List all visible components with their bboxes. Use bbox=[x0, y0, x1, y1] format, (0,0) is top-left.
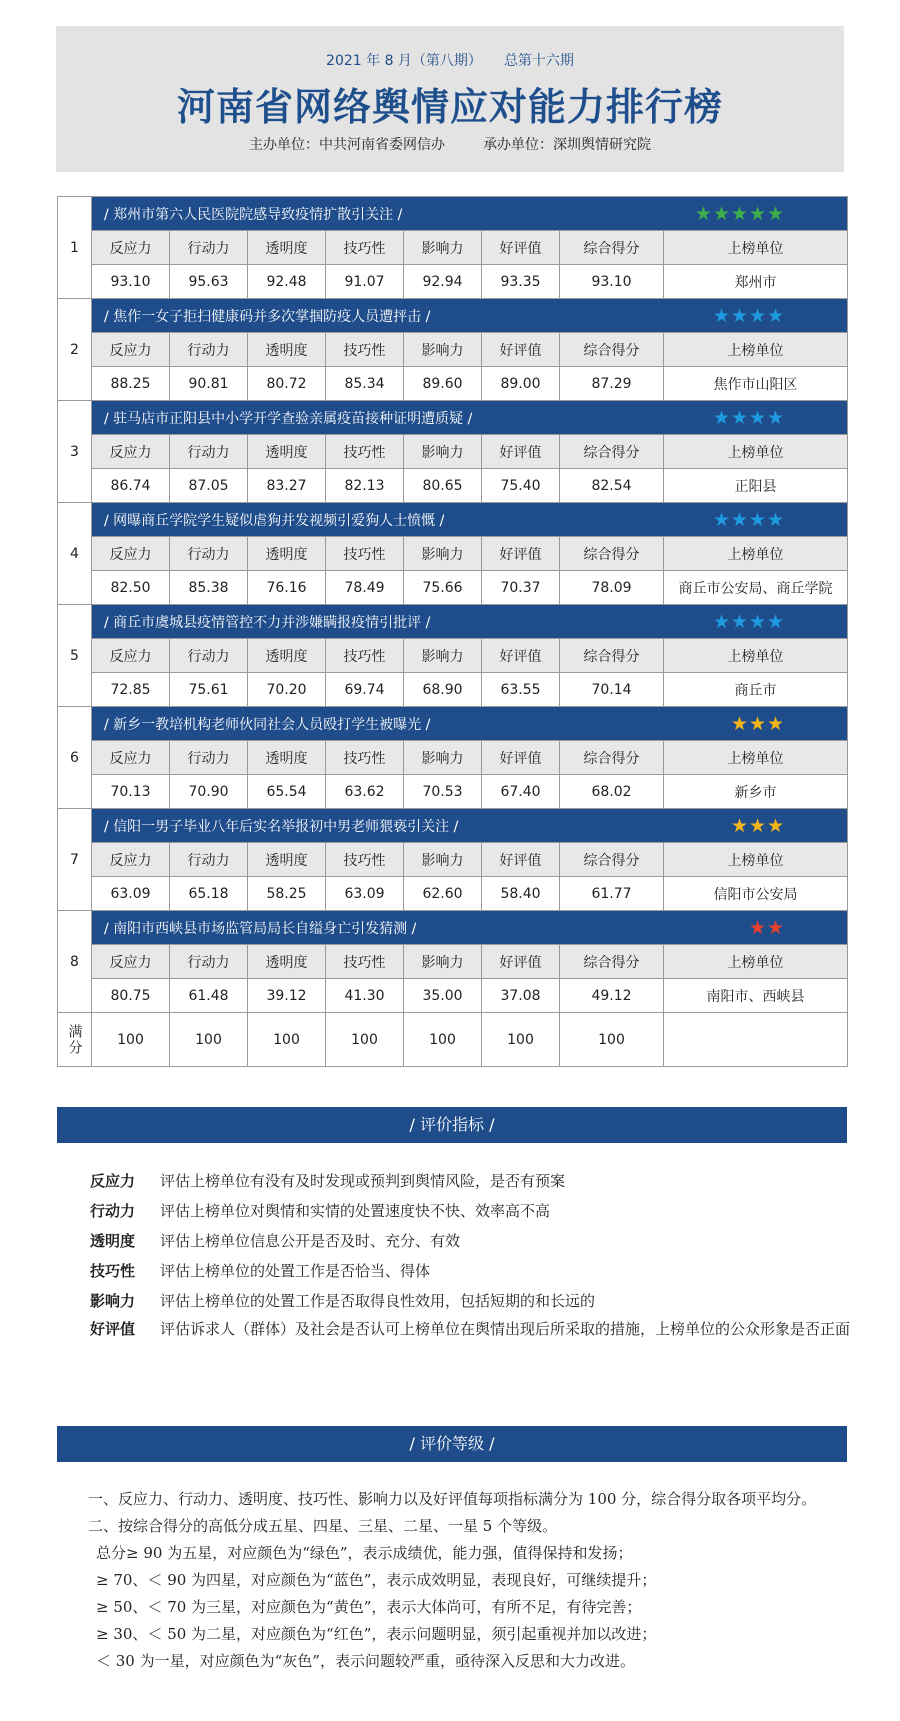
unit-cell: 商丘市公安局、商丘学院 bbox=[664, 571, 848, 605]
ranking-table bbox=[57, 196, 848, 1067]
score-cell: 63.09 bbox=[326, 877, 404, 911]
column-header: 行动力 bbox=[170, 231, 248, 265]
indicator-term: 行动力 bbox=[90, 1202, 136, 1220]
score-cell: 93.35 bbox=[482, 265, 560, 299]
unit-cell: 南阳市、西峡县 bbox=[664, 979, 848, 1013]
full-score-cell: 100 bbox=[248, 1013, 326, 1067]
indicator-term: 技巧性 bbox=[90, 1262, 136, 1280]
column-header: 技巧性 bbox=[326, 843, 404, 877]
grade-rules bbox=[90, 1540, 850, 1675]
rank-number: 7 bbox=[58, 809, 92, 911]
column-header: 上榜单位 bbox=[664, 639, 848, 673]
score-cell: 91.07 bbox=[326, 265, 404, 299]
star-rating-icon: ★★★★★ bbox=[694, 203, 786, 225]
column-header-row bbox=[58, 741, 848, 775]
full-score-cell: 100 bbox=[560, 1013, 664, 1067]
grade-rule: ≥ 50、＜ 70 为三星，对应颜色为“黄色”，表示大体尚可，有所不足，有待完善； bbox=[96, 1598, 642, 1616]
score-row bbox=[58, 469, 848, 503]
column-header: 技巧性 bbox=[326, 945, 404, 979]
score-cell: 63.09 bbox=[92, 877, 170, 911]
star-rating-icon: ★★★★ bbox=[712, 305, 786, 327]
entry-title-cell bbox=[92, 809, 848, 843]
column-header: 行动力 bbox=[170, 537, 248, 571]
column-header: 好评值 bbox=[482, 639, 560, 673]
score-cell: 76.16 bbox=[248, 571, 326, 605]
indicator-desc: 评估上榜单位信息公开是否及时、充分、有效 bbox=[160, 1232, 461, 1250]
indicator-desc: 评估上榜单位的处置工作是否恰当、得体 bbox=[160, 1262, 431, 1280]
unit-cell: 焦作市山阳区 bbox=[664, 367, 848, 401]
score-cell: 70.14 bbox=[560, 673, 664, 707]
unit-cell: 郑州市 bbox=[664, 265, 848, 299]
indicators-section-header: / 评价指标 / bbox=[57, 1107, 847, 1143]
score-cell: 37.08 bbox=[482, 979, 560, 1013]
column-header: 上榜单位 bbox=[664, 537, 848, 571]
column-header: 透明度 bbox=[248, 741, 326, 775]
score-cell: 95.63 bbox=[170, 265, 248, 299]
star-rating-icon: ★★★ bbox=[730, 815, 786, 837]
entry-title-cell bbox=[92, 911, 848, 945]
star-rating-icon: ★★★★ bbox=[712, 509, 786, 531]
column-header: 上榜单位 bbox=[664, 843, 848, 877]
entry-title-row bbox=[58, 605, 848, 639]
full-score-row bbox=[58, 1013, 848, 1067]
empty-cell bbox=[664, 1013, 848, 1067]
entry-title-cell bbox=[92, 707, 848, 741]
score-cell: 70.37 bbox=[482, 571, 560, 605]
score-cell: 61.48 bbox=[170, 979, 248, 1013]
full-score-cell: 100 bbox=[482, 1013, 560, 1067]
score-cell: 80.72 bbox=[248, 367, 326, 401]
score-cell: 63.62 bbox=[326, 775, 404, 809]
column-header: 行动力 bbox=[170, 435, 248, 469]
score-cell: 78.09 bbox=[560, 571, 664, 605]
entry-title: / 南阳市西峡县市场监管局局长自缢身亡引发猜测 / bbox=[104, 920, 417, 937]
score-cell: 86.74 bbox=[92, 469, 170, 503]
column-header-row bbox=[58, 333, 848, 367]
column-header: 透明度 bbox=[248, 231, 326, 265]
score-cell: 67.40 bbox=[482, 775, 560, 809]
column-header: 影响力 bbox=[404, 945, 482, 979]
star-rating-icon: ★★ bbox=[749, 917, 786, 939]
column-header: 上榜单位 bbox=[664, 741, 848, 775]
column-header: 好评值 bbox=[482, 435, 560, 469]
column-header: 综合得分 bbox=[560, 333, 664, 367]
column-header: 反应力 bbox=[92, 537, 170, 571]
score-cell: 88.25 bbox=[92, 367, 170, 401]
grade-rule: ≥ 30、＜ 50 为二星，对应颜色为“红色”，表示问题明显，须引起重视并加以改进； bbox=[96, 1625, 657, 1643]
score-cell: 63.55 bbox=[482, 673, 560, 707]
unit-cell: 信阳市公安局 bbox=[664, 877, 848, 911]
entry-title: / 焦作一女子拒扫健康码并多次掌掴防疫人员遭抨击 / bbox=[104, 308, 431, 325]
grades-paragraph-1: 一、反应力、行动力、透明度、技巧性、影响力以及好评值每项指标满分为 100 分，综合得分取各项平均分。 bbox=[88, 1490, 817, 1508]
indicator-desc: 评估上榜单位的处置工作是否取得良性效用，包括短期的和长远的 bbox=[160, 1292, 596, 1310]
column-header: 行动力 bbox=[170, 741, 248, 775]
column-header: 技巧性 bbox=[326, 333, 404, 367]
score-cell: 65.54 bbox=[248, 775, 326, 809]
column-header: 好评值 bbox=[482, 945, 560, 979]
column-header: 技巧性 bbox=[326, 741, 404, 775]
grade-rule: ≥ 70、＜ 90 为四星，对应颜色为“蓝色”，表示成效明显，表现良好，可继续提升； bbox=[96, 1571, 657, 1589]
grades-section-header: / 评价等级 / bbox=[57, 1426, 847, 1462]
score-cell: 82.13 bbox=[326, 469, 404, 503]
full-score-cell: 100 bbox=[326, 1013, 404, 1067]
column-header: 反应力 bbox=[92, 741, 170, 775]
column-header: 好评值 bbox=[482, 741, 560, 775]
issue-number: 2021 年 8 月（第八期） bbox=[326, 53, 482, 69]
organizer-org: 承办单位：深圳舆情研究院 bbox=[483, 137, 651, 153]
rank-number: 6 bbox=[58, 707, 92, 809]
entry-title-row bbox=[58, 197, 848, 231]
full-score-label: 满分 bbox=[58, 1013, 92, 1067]
score-row bbox=[58, 367, 848, 401]
indicator-desc: 评估上榜单位有没有及时发现或预判到舆情风险，是否有预案 bbox=[160, 1172, 566, 1190]
indicator-item bbox=[90, 1256, 850, 1286]
column-header: 综合得分 bbox=[560, 639, 664, 673]
entry-title: / 新乡一教培机构老师伙同社会人员殴打学生被曝光 / bbox=[104, 716, 431, 733]
rank-number: 1 bbox=[58, 197, 92, 299]
grades-paragraph-2: 二、按综合得分的高低分成五星、四星、三星、二星、一星 5 个等级。 bbox=[88, 1517, 558, 1535]
issue-line bbox=[56, 50, 844, 70]
entry-title-row bbox=[58, 299, 848, 333]
entry-title-row bbox=[58, 707, 848, 741]
score-cell: 39.12 bbox=[248, 979, 326, 1013]
indicator-item bbox=[90, 1316, 850, 1343]
rank-number: 8 bbox=[58, 911, 92, 1013]
score-cell: 80.75 bbox=[92, 979, 170, 1013]
score-row bbox=[58, 265, 848, 299]
column-header: 好评值 bbox=[482, 537, 560, 571]
score-cell: 93.10 bbox=[92, 265, 170, 299]
score-cell: 49.12 bbox=[560, 979, 664, 1013]
entry-title-row bbox=[58, 911, 848, 945]
score-cell: 82.54 bbox=[560, 469, 664, 503]
indicator-term: 反应力 bbox=[90, 1172, 136, 1190]
column-header: 透明度 bbox=[248, 945, 326, 979]
column-header: 透明度 bbox=[248, 639, 326, 673]
score-cell: 68.02 bbox=[560, 775, 664, 809]
score-cell: 93.10 bbox=[560, 265, 664, 299]
column-header: 上榜单位 bbox=[664, 945, 848, 979]
score-cell: 89.60 bbox=[404, 367, 482, 401]
score-row bbox=[58, 979, 848, 1013]
report-header bbox=[56, 26, 844, 172]
full-score-cell: 100 bbox=[92, 1013, 170, 1067]
column-header: 反应力 bbox=[92, 639, 170, 673]
star-rating-icon: ★★★★ bbox=[712, 611, 786, 633]
score-cell: 92.48 bbox=[248, 265, 326, 299]
indicator-desc: 评估诉求人（群体）及社会是否认可上榜单位在舆情出现后所采取的措施，上榜单位的公众形象是否正面 bbox=[160, 1320, 851, 1338]
full-score-cell: 100 bbox=[170, 1013, 248, 1067]
score-cell: 75.40 bbox=[482, 469, 560, 503]
column-header: 影响力 bbox=[404, 435, 482, 469]
score-cell: 69.74 bbox=[326, 673, 404, 707]
grade-rule: ＜ 30 为一星，对应颜色为“灰色”，表示问题较严重，亟待深入反思和大力改进。 bbox=[96, 1652, 635, 1670]
entry-title: / 信阳一男子毕业八年后实名举报初中男老师猥亵引关注 / bbox=[104, 818, 459, 835]
score-cell: 35.00 bbox=[404, 979, 482, 1013]
column-header: 综合得分 bbox=[560, 537, 664, 571]
rank-number: 4 bbox=[58, 503, 92, 605]
entry-title-row bbox=[58, 809, 848, 843]
column-header: 综合得分 bbox=[560, 231, 664, 265]
column-header: 影响力 bbox=[404, 741, 482, 775]
indicator-item bbox=[90, 1166, 850, 1196]
score-cell: 68.90 bbox=[404, 673, 482, 707]
column-header: 反应力 bbox=[92, 231, 170, 265]
column-header: 综合得分 bbox=[560, 741, 664, 775]
column-header: 综合得分 bbox=[560, 843, 664, 877]
score-row bbox=[58, 877, 848, 911]
score-cell: 70.53 bbox=[404, 775, 482, 809]
score-row bbox=[58, 673, 848, 707]
column-header: 反应力 bbox=[92, 333, 170, 367]
grade-rule: 总分≥ 90 为五星，对应颜色为“绿色”，表示成绩优，能力强，值得保持和发扬； bbox=[96, 1544, 633, 1562]
column-header-row bbox=[58, 639, 848, 673]
column-header: 反应力 bbox=[92, 435, 170, 469]
column-header-row bbox=[58, 945, 848, 979]
column-header: 技巧性 bbox=[326, 537, 404, 571]
entry-title-cell bbox=[92, 299, 848, 333]
indicator-item bbox=[90, 1226, 850, 1256]
column-header: 上榜单位 bbox=[664, 231, 848, 265]
host-org: 主办单位：中共河南省委网信办 bbox=[249, 137, 445, 153]
entry-title: / 商丘市虞城县疫情管控不力并涉嫌瞒报疫情引批评 / bbox=[104, 614, 431, 631]
column-header: 综合得分 bbox=[560, 435, 664, 469]
score-cell: 70.13 bbox=[92, 775, 170, 809]
entry-title-cell bbox=[92, 197, 848, 231]
score-cell: 58.40 bbox=[482, 877, 560, 911]
column-header: 影响力 bbox=[404, 537, 482, 571]
column-header: 影响力 bbox=[404, 639, 482, 673]
score-cell: 62.60 bbox=[404, 877, 482, 911]
score-cell: 78.49 bbox=[326, 571, 404, 605]
score-cell: 90.81 bbox=[170, 367, 248, 401]
full-score-cell: 100 bbox=[404, 1013, 482, 1067]
score-cell: 75.61 bbox=[170, 673, 248, 707]
unit-cell: 正阳县 bbox=[664, 469, 848, 503]
score-cell: 70.90 bbox=[170, 775, 248, 809]
column-header: 综合得分 bbox=[560, 945, 664, 979]
indicator-item bbox=[90, 1286, 850, 1316]
score-cell: 61.77 bbox=[560, 877, 664, 911]
entry-title-cell bbox=[92, 503, 848, 537]
score-cell: 70.20 bbox=[248, 673, 326, 707]
column-header: 透明度 bbox=[248, 435, 326, 469]
entry-title-row bbox=[58, 401, 848, 435]
entry-title-cell bbox=[92, 605, 848, 639]
score-cell: 92.94 bbox=[404, 265, 482, 299]
column-header: 行动力 bbox=[170, 945, 248, 979]
column-header: 透明度 bbox=[248, 843, 326, 877]
column-header-row bbox=[58, 231, 848, 265]
column-header: 技巧性 bbox=[326, 231, 404, 265]
rank-number: 2 bbox=[58, 299, 92, 401]
column-header: 反应力 bbox=[92, 945, 170, 979]
star-rating-icon: ★★★ bbox=[730, 713, 786, 735]
score-cell: 80.65 bbox=[404, 469, 482, 503]
column-header: 好评值 bbox=[482, 843, 560, 877]
entry-title-row bbox=[58, 503, 848, 537]
score-row bbox=[58, 571, 848, 605]
column-header-row bbox=[58, 435, 848, 469]
rank-number: 3 bbox=[58, 401, 92, 503]
rank-number: 5 bbox=[58, 605, 92, 707]
column-header: 透明度 bbox=[248, 537, 326, 571]
score-cell: 85.38 bbox=[170, 571, 248, 605]
unit-cell: 商丘市 bbox=[664, 673, 848, 707]
entry-title: / 驻马店市正阳县中小学开学查验亲属疫苗接种证明遭质疑 / bbox=[104, 410, 473, 427]
star-rating-icon: ★★★★ bbox=[712, 407, 786, 429]
indicator-term: 透明度 bbox=[90, 1232, 136, 1250]
column-header: 反应力 bbox=[92, 843, 170, 877]
page-title: 河南省网络舆情应对能力排行榜 bbox=[176, 85, 723, 129]
indicator-item bbox=[90, 1196, 850, 1226]
column-header: 上榜单位 bbox=[664, 435, 848, 469]
organizers-line bbox=[56, 134, 844, 154]
score-row bbox=[58, 775, 848, 809]
column-header: 技巧性 bbox=[326, 639, 404, 673]
total-issue: 总第十六期 bbox=[503, 53, 574, 69]
entry-title: / 郑州市第六人民医院院感导致疫情扩散引关注 / bbox=[104, 206, 403, 223]
ranking-body bbox=[58, 197, 848, 1067]
score-cell: 83.27 bbox=[248, 469, 326, 503]
score-cell: 41.30 bbox=[326, 979, 404, 1013]
score-cell: 72.85 bbox=[92, 673, 170, 707]
column-header: 影响力 bbox=[404, 843, 482, 877]
score-cell: 87.05 bbox=[170, 469, 248, 503]
column-header: 行动力 bbox=[170, 333, 248, 367]
score-cell: 65.18 bbox=[170, 877, 248, 911]
column-header: 技巧性 bbox=[326, 435, 404, 469]
entry-title-cell bbox=[92, 401, 848, 435]
unit-cell: 新乡市 bbox=[664, 775, 848, 809]
column-header: 好评值 bbox=[482, 333, 560, 367]
score-cell: 87.29 bbox=[560, 367, 664, 401]
indicator-term: 好评值 bbox=[90, 1320, 136, 1338]
grades-text bbox=[90, 1486, 850, 1675]
indicator-desc: 评估上榜单位对舆情和实情的处置速度快不快、效率高不高 bbox=[160, 1202, 551, 1220]
column-header: 影响力 bbox=[404, 231, 482, 265]
column-header: 好评值 bbox=[482, 231, 560, 265]
column-header: 上榜单位 bbox=[664, 333, 848, 367]
indicators-list bbox=[90, 1166, 850, 1343]
score-cell: 89.00 bbox=[482, 367, 560, 401]
score-cell: 82.50 bbox=[92, 571, 170, 605]
column-header: 透明度 bbox=[248, 333, 326, 367]
column-header-row bbox=[58, 537, 848, 571]
score-cell: 58.25 bbox=[248, 877, 326, 911]
entry-title: / 网曝商丘学院学生疑似虐狗并发视频引爱狗人士愤慨 / bbox=[104, 512, 445, 529]
column-header: 行动力 bbox=[170, 843, 248, 877]
column-header: 行动力 bbox=[170, 639, 248, 673]
column-header: 影响力 bbox=[404, 333, 482, 367]
score-cell: 75.66 bbox=[404, 571, 482, 605]
score-cell: 85.34 bbox=[326, 367, 404, 401]
indicator-term: 影响力 bbox=[90, 1292, 136, 1310]
column-header-row bbox=[58, 843, 848, 877]
